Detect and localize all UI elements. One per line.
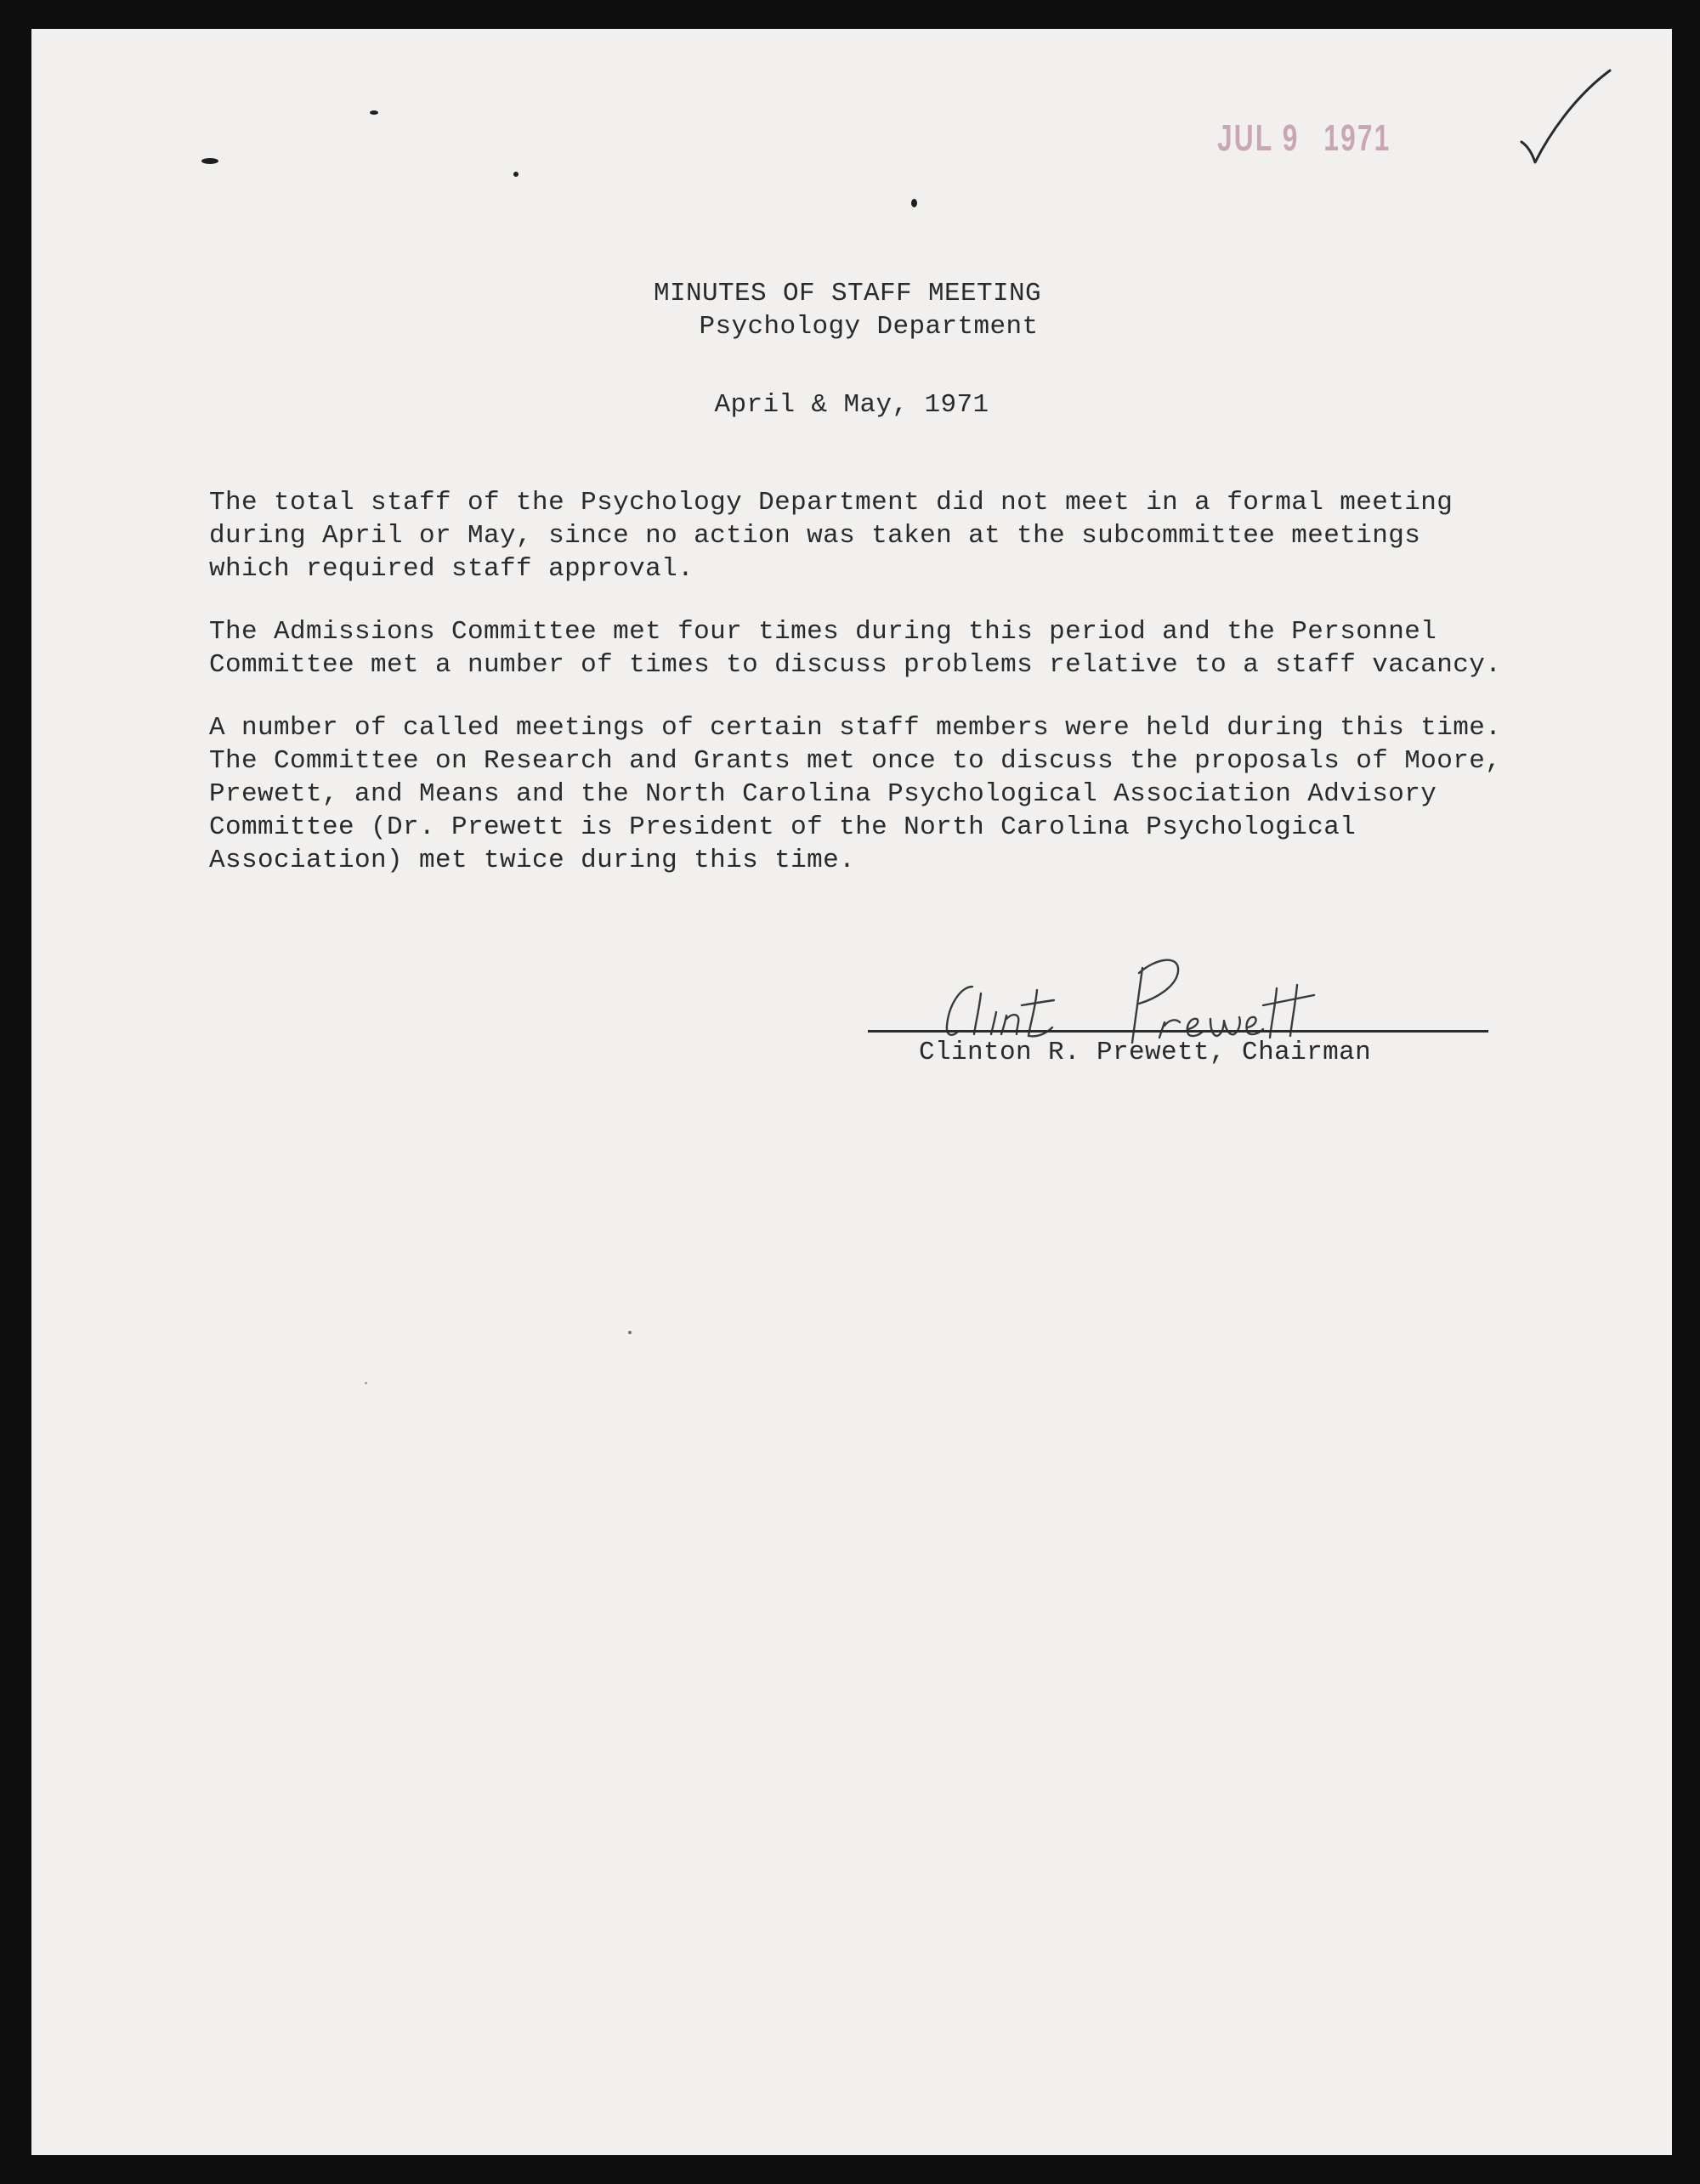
paragraph-line: during April or May, since no action was taken at the subcommittee meetings [209, 521, 1421, 551]
handwritten-signature [937, 934, 1396, 1053]
ink-speck [365, 1382, 367, 1384]
received-date-stamp [1217, 117, 1391, 160]
document-page [31, 29, 1672, 2155]
stamp-year: 1971 [1323, 117, 1391, 159]
paragraph-line: The total staff of the Psychology Department did not meet in a formal meeting [209, 488, 1454, 518]
signer-name: Clinton R. Prewett, Chairman [919, 1038, 1372, 1067]
paragraph-line: The Admissions Committee met four times during this period and the Personnel [209, 617, 1437, 647]
paragraph-1 [209, 486, 1552, 586]
paragraph-line: Association) met twice during this time. [209, 846, 856, 875]
stamp-month-day: JUL 9 [1217, 117, 1300, 159]
paragraph-line: Prewett, and Means and the North Carolina Psychological Association Advisory [209, 779, 1437, 809]
paragraph-line: which required staff approval. [209, 554, 694, 584]
paragraph-line: A number of called meetings of certain staff members were held during this time. [209, 713, 1502, 743]
ink-speck [201, 158, 218, 164]
paragraph-3 [209, 711, 1552, 877]
ink-speck [628, 1331, 632, 1334]
checkmark-icon [1515, 67, 1617, 169]
ink-speck [370, 110, 378, 115]
meeting-date: April & May, 1971 [714, 390, 989, 420]
ink-speck [513, 172, 518, 177]
paragraph-line: Committee met a number of times to discuss problems relative to a staff vacancy. [209, 650, 1502, 680]
document-title: MINUTES OF STAFF MEETING [653, 279, 1042, 308]
signature-line [868, 1030, 1488, 1033]
paragraph-2 [209, 615, 1552, 682]
ink-speck [911, 199, 917, 207]
paragraph-line: The Committee on Research and Grants met once to discuss the proposals of Moore, [209, 746, 1502, 776]
department-name: Psychology Department [699, 312, 1039, 342]
paragraph-line: Committee (Dr. Prewett is President of the North Carolina Psychological [209, 812, 1357, 842]
